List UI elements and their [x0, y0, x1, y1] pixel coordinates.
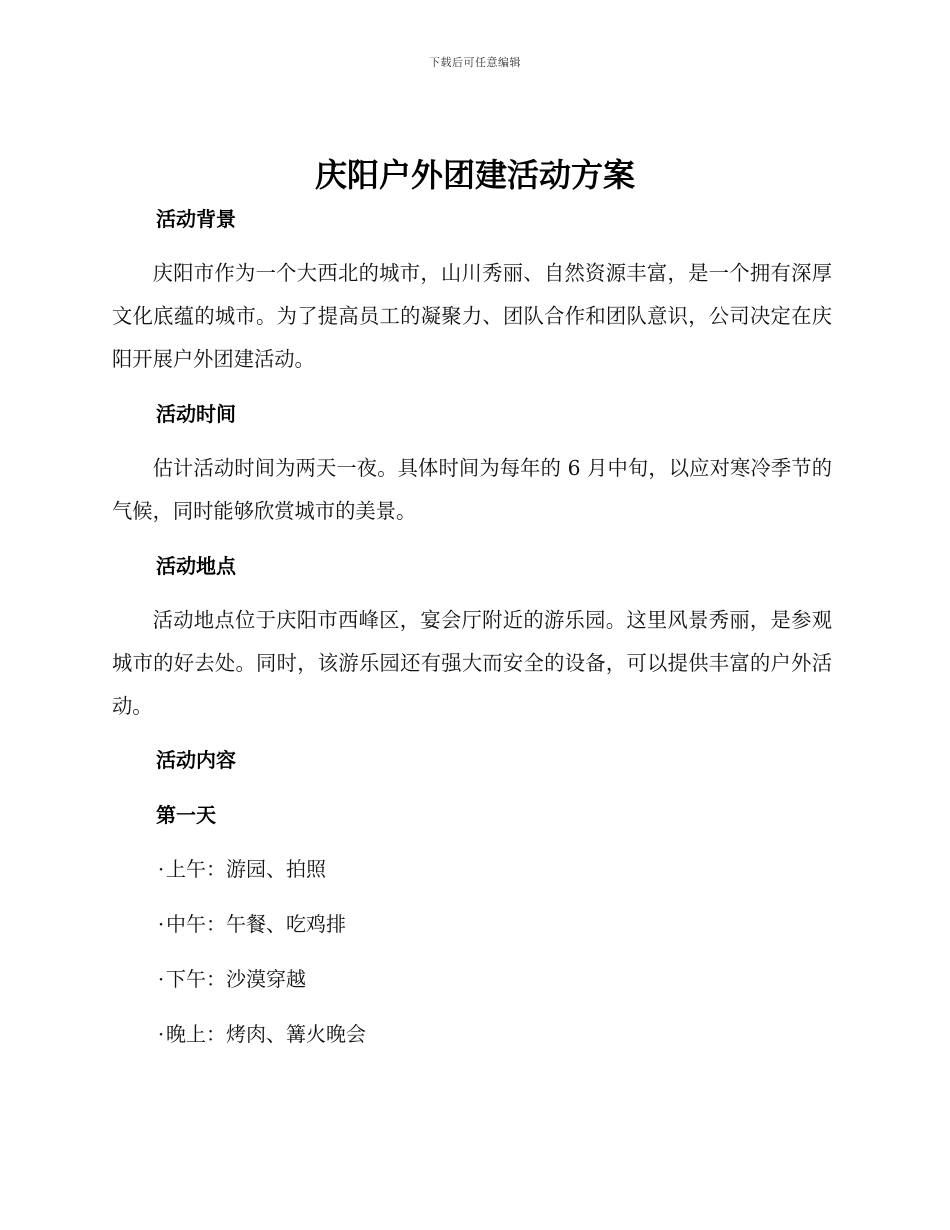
page-header-note: 下载后可任意编辑 — [429, 56, 521, 69]
list-item — [156, 857, 326, 881]
section-heading-time: 活动时间 — [156, 402, 236, 426]
list-item — [156, 1022, 366, 1046]
bullet-dot: · — [157, 912, 165, 936]
paragraph-time: 估计活动时间为两天一夜。具体时间为每年的 6 月中旬，以应对寒冷季节的气候，同时能够欣赏城市的美景。 — [112, 456, 832, 523]
bullet-dot: · — [157, 857, 165, 881]
section-heading-background: 活动背景 — [156, 207, 236, 231]
paragraph-background: 庆阳市作为一个大西北的城市，山川秀丽、自然资源丰富，是一个拥有深厚文化底蕴的城市。为了提高员工的凝聚力、团队合作和团队意识，公司决定在庆阳开展户外团建活动。 — [112, 261, 832, 371]
list-item-text: 晚上：烤肉、篝火晚会 — [166, 1022, 366, 1046]
list-item — [156, 967, 306, 991]
list-item-text: 上午：游园、拍照 — [166, 857, 326, 881]
document-title: 庆阳户外团建活动方案 — [314, 156, 635, 194]
day-one-heading: 第一天 — [156, 803, 216, 827]
list-item — [156, 912, 346, 936]
bullet-dot: · — [157, 1022, 165, 1046]
list-item-text: 下午：沙漠穿越 — [166, 967, 306, 991]
bullet-dot: · — [157, 967, 165, 991]
list-item-text: 中午：午餐、吃鸡排 — [166, 912, 346, 936]
paragraph-location: 活动地点位于庆阳市西峰区，宴会厅附近的游乐园。这里风景秀丽，是参观城市的好去处。同时，该游乐园还有强大而安全的设备，可以提供丰富的户外活动。 — [112, 608, 832, 718]
section-heading-content: 活动内容 — [156, 748, 236, 772]
section-heading-location: 活动地点 — [156, 554, 236, 578]
